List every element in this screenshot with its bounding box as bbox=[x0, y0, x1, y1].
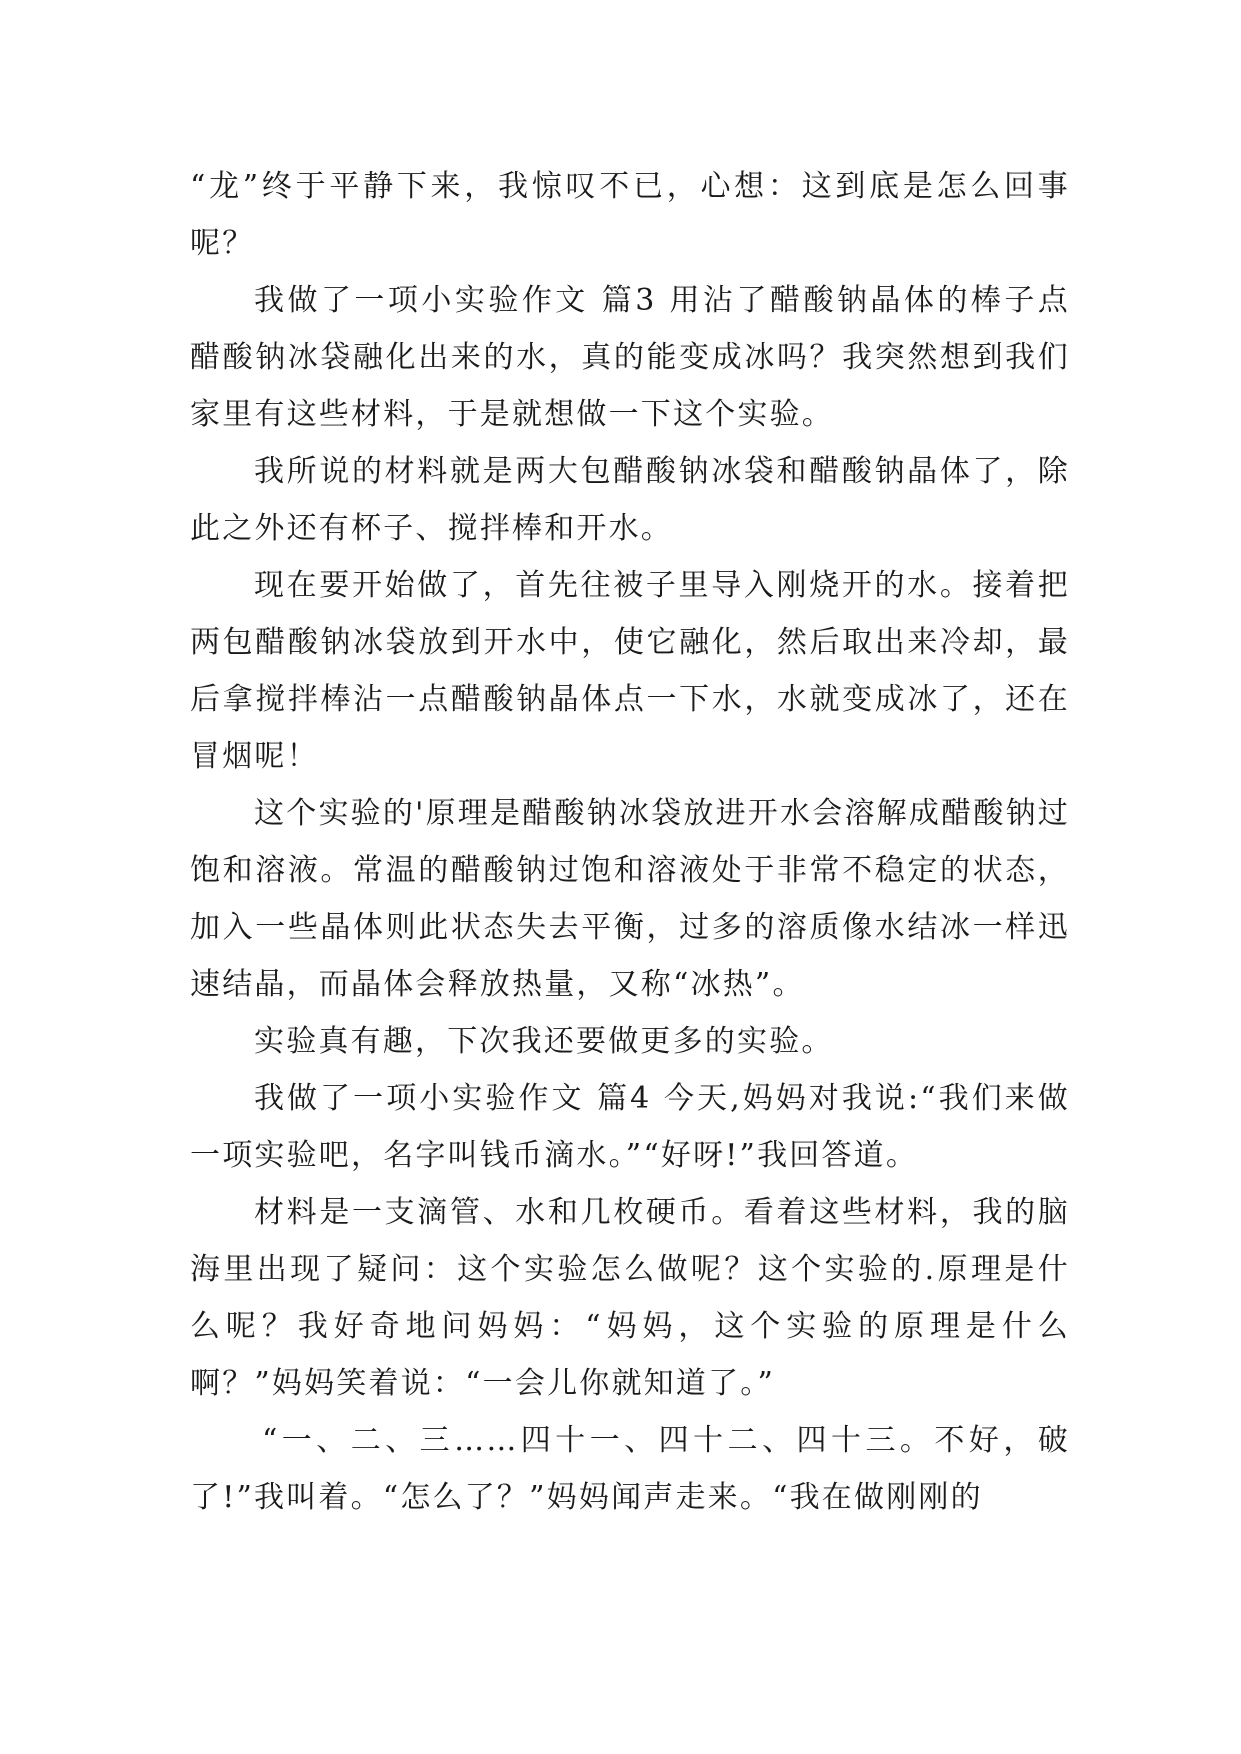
paragraph-1: “龙”终于平静下来，我惊叹不已，心想：这到底是怎么回事呢？ bbox=[190, 169, 1070, 261]
paragraph-7: 我做了一项小实验作文 篇4 今天,妈妈对我说:“我们来做一项实验吧，名字叫钱币滴水。”“好呀!”我回答道。 bbox=[190, 1081, 1070, 1173]
paragraph-4: 现在要开始做了，首先往被子里导入刚烧开的水。接着把两包醋酸钠冰袋放到开水中，使它融化，然后取出来冷却，最后拿搅拌棒沾一点醋酸钠晶体点一下水，水就变成冰了，还在冒烟呢！ bbox=[190, 568, 1070, 774]
paragraph-3: 我所说的材料就是两大包醋酸钠冰袋和醋酸钠晶体了，除此之外还有杯子、搅拌棒和开水。 bbox=[190, 454, 1070, 546]
paragraph-9: “一、二、三……四十一、四十二、四十三。不好，破了!”我叫着。“怎么了？”妈妈闻声走来。“我在做刚刚的 bbox=[190, 1423, 1070, 1515]
paragraph-8: 材料是一支滴管、水和几枚硬币。看着这些材料，我的脑海里出现了疑问：这个实验怎么做呢？这个实验的.原理是什么呢？我好奇地问妈妈：“妈妈，这个实验的原理是什么啊？”妈妈笑着说：“一会儿你就知道了。” bbox=[190, 1195, 1070, 1401]
paragraph-2: 我做了一项小实验作文 篇3 用沾了醋酸钠晶体的棒子点醋酸钠冰袋融化出来的水，真的能变成冰吗？我突然想到我们家里有这些材料，于是就想做一下这个实验。 bbox=[190, 283, 1070, 432]
paragraph-6: 实验真有趣，下次我还要做更多的实验。 bbox=[254, 1024, 834, 1059]
document-body bbox=[190, 158, 1070, 1526]
paragraph-5: 这个实验的'原理是醋酸钠冰袋放进开水会溶解成醋酸钠过饱和溶液。常温的醋酸钠过饱和溶液处于非常不稳定的状态，加入一些晶体则此状态失去平衡，过多的溶质像水结冰一样迅速结晶，而晶体会释放热量，又称“冰热”。 bbox=[190, 796, 1070, 1002]
